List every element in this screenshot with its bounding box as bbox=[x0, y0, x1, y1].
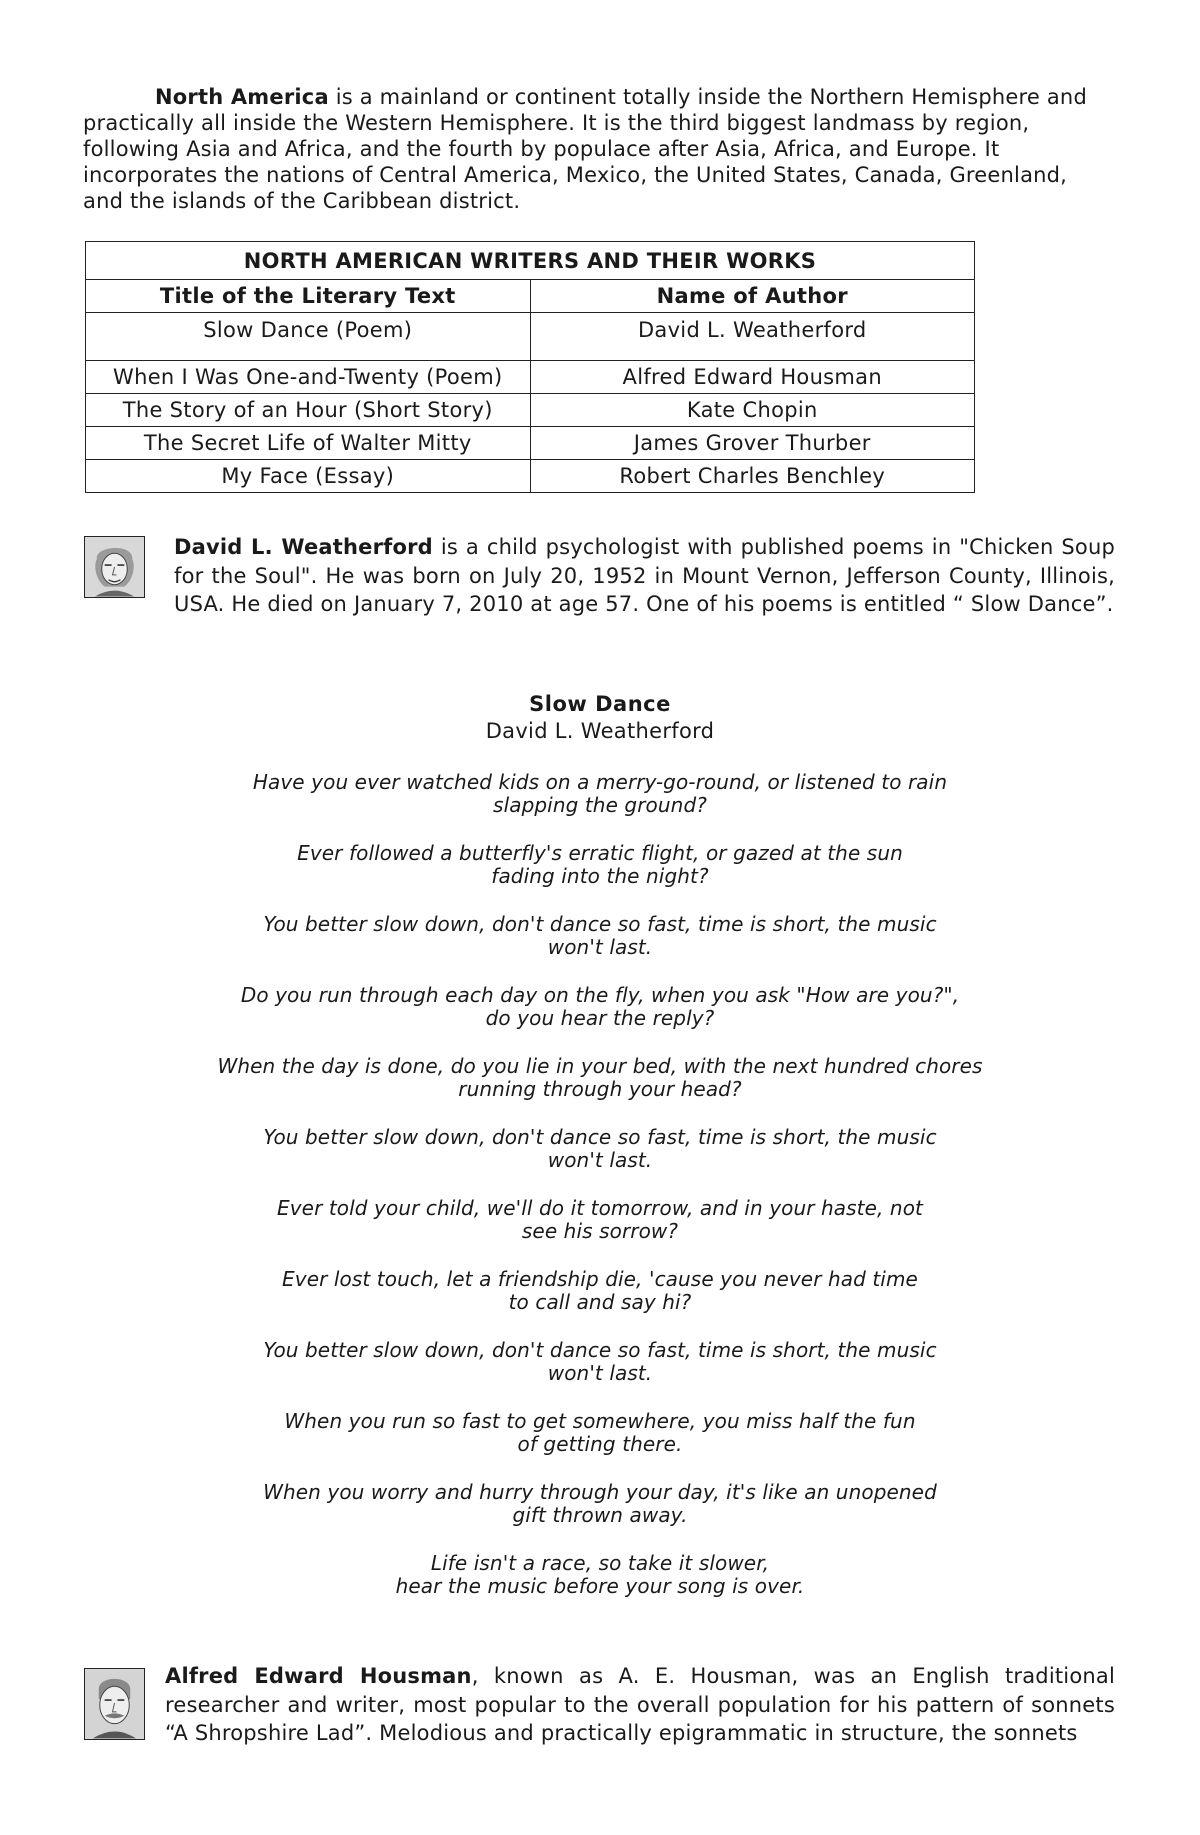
housman-portrait bbox=[84, 1668, 145, 1740]
table-cell-title: The Secret Life of Walter Mitty bbox=[86, 427, 531, 460]
table-cell-author: Kate Chopin bbox=[530, 394, 975, 427]
table-cell-author: James Grover Thurber bbox=[530, 427, 975, 460]
poem-line: do you hear the reply? bbox=[485, 1006, 715, 1030]
poem-stanza bbox=[0, 1126, 1200, 1172]
housman-bio bbox=[165, 1662, 1115, 1748]
poem-body bbox=[0, 771, 1200, 1623]
weatherford-bio-text: is a child psychologist with published poems in "Chicken Soup for the Soul". He was born on July 20, 1952 in Mount Vernon, Jefferson County, Illinois, USA. He died on January 7, 2010 at age 57. One of his poems is entitled “ Slow Dance”. bbox=[174, 535, 1115, 616]
poem-line: hear the music before your song is over. bbox=[395, 1574, 805, 1598]
poem-stanza bbox=[0, 913, 1200, 959]
table-caption: NORTH AMERICAN WRITERS AND THEIR WORKS bbox=[86, 242, 975, 280]
weatherford-portrait bbox=[84, 536, 145, 598]
portrait-sketch-icon bbox=[85, 537, 144, 597]
poem-line: won't last. bbox=[547, 1148, 653, 1172]
poem-line: When you run so fast to get somewhere, you miss half the fun bbox=[284, 1409, 916, 1433]
table-cell-title: When I Was One-and-Twenty (Poem) bbox=[86, 361, 531, 394]
poem-stanza bbox=[0, 1481, 1200, 1527]
poem-line: Have you ever watched kids on a merry-go-round, or listened to rain bbox=[252, 770, 948, 794]
poem-line: slapping the ground? bbox=[493, 793, 707, 817]
poem-line: running through your head? bbox=[458, 1077, 742, 1101]
weatherford-name: David L. Weatherford bbox=[174, 535, 433, 559]
poem-stanza bbox=[0, 1552, 1200, 1598]
poem-stanza bbox=[0, 984, 1200, 1030]
poem-line: to call and say hi? bbox=[508, 1290, 692, 1314]
table-row bbox=[86, 427, 975, 460]
table-cell-title: The Story of an Hour (Short Story) bbox=[86, 394, 531, 427]
poem-line: of getting there. bbox=[517, 1432, 683, 1456]
poem-line: Do you run through each day on the fly, when you ask "How are you?", bbox=[240, 983, 960, 1007]
housman-bio-text: , known as A. E. Housman, was an English traditional researcher and writer, most popular to the overall population for his pattern of sonnets “A Shropshire Lad”. Melodious and practically epigrammatic in structure, the sonnets bbox=[165, 1664, 1115, 1745]
table-row bbox=[86, 313, 975, 361]
intro-bold-lead: North America bbox=[155, 85, 329, 109]
weatherford-bio bbox=[174, 533, 1115, 619]
housman-name: Alfred Edward Housman bbox=[165, 1664, 472, 1688]
poem-stanza bbox=[0, 1197, 1200, 1243]
table-row bbox=[86, 361, 975, 394]
poem-line: When the day is done, do you lie in your bed, with the next hundred chores bbox=[217, 1054, 983, 1078]
portrait-sketch-icon bbox=[85, 1669, 144, 1739]
poem-line: Ever lost touch, let a friendship die, 'cause you never had time bbox=[282, 1267, 918, 1291]
poem-title: Slow Dance bbox=[529, 692, 671, 716]
poem-stanza bbox=[0, 1410, 1200, 1456]
table-cell-author: Robert Charles Benchley bbox=[530, 460, 975, 493]
poem-line: You better slow down, don't dance so fast, time is short, the music bbox=[263, 912, 937, 936]
poem-line: gift thrown away. bbox=[512, 1503, 688, 1527]
table-cell-author: David L. Weatherford bbox=[530, 313, 975, 361]
poem-line: Ever followed a butterfly's erratic flight, or gazed at the sun bbox=[297, 841, 903, 865]
poem-line: You better slow down, don't dance so fast, time is short, the music bbox=[263, 1125, 937, 1149]
writers-works-table bbox=[85, 241, 975, 493]
poem-author: David L. Weatherford bbox=[485, 719, 715, 743]
intro-paragraph bbox=[83, 84, 1113, 214]
table-cell-title: Slow Dance (Poem) bbox=[86, 313, 531, 361]
poem-line: Life isn't a race, so take it slower, bbox=[430, 1551, 770, 1575]
table-row bbox=[86, 394, 975, 427]
poem-line: You better slow down, don't dance so fast, time is short, the music bbox=[263, 1338, 937, 1362]
poem-stanza bbox=[0, 1339, 1200, 1385]
poem-line: won't last. bbox=[547, 935, 653, 959]
poem-line: fading into the night? bbox=[491, 864, 709, 888]
table-cell-author: Alfred Edward Housman bbox=[530, 361, 975, 394]
poem-line: see his sorrow? bbox=[521, 1219, 679, 1243]
column-header-title: Title of the Literary Text bbox=[86, 280, 531, 313]
table-row bbox=[86, 460, 975, 493]
poem-line: won't last. bbox=[547, 1361, 653, 1385]
intro-text: is a mainland or continent totally inside the Northern Hemisphere and practically all inside the Western Hemisphere. It is the third biggest landmass by region, following Asia and Africa, and the fourth by populace after Asia, Africa, and Europe. It incorporates the nations of Central America, Mexico, the United States, Canada, Greenland, and the islands of the Caribbean district. bbox=[83, 85, 1087, 213]
poem-stanza bbox=[0, 842, 1200, 888]
poem-stanza bbox=[0, 1055, 1200, 1101]
table-cell-title: My Face (Essay) bbox=[86, 460, 531, 493]
poem-stanza bbox=[0, 1268, 1200, 1314]
poem-stanza bbox=[0, 771, 1200, 817]
column-header-author: Name of Author bbox=[530, 280, 975, 313]
poem-line: When you worry and hurry through your day, it's like an unopened bbox=[263, 1480, 937, 1504]
poem-line: Ever told your child, we'll do it tomorrow, and in your haste, not bbox=[277, 1196, 923, 1220]
